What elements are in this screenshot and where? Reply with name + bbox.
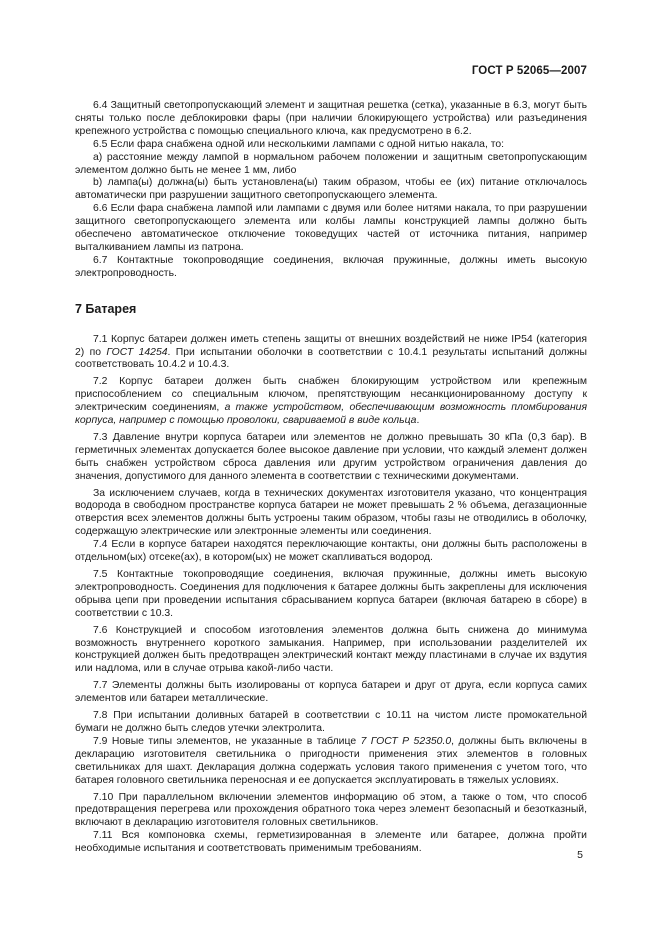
section-7-heading: 7 Батарея [75,301,137,316]
paragraph-7-3: 7.3 Давление внутри корпуса батареи или элементов не должно превышать 30 кПа (0,3 бар). В герметичных элементах допускается более высокое давление при условии, что каждый элемент должен быть снабжен устройством сброса давления или другим устройством ограничения давления до значения, допустимого для данного элемента в соответствии с техническими документами. [75,431,587,482]
paragraph-7-9-text-b: , должны быть включены в декларацию изготовителя светильника о пригодности применения этих элементов в головных светильниках для шахт. Декларация должна содержать условия такого применения с учетом того, что батарея головного светильника переносная и ее допускается эксплуатировать в тяжелых условиях. [75,735,587,786]
paragraph-7-5: 7.5 Контактные токопроводящие соединения, включая пружинные, должны иметь высокую электропроводность. Соединения для подключения к батарее должны быть закреплены для исключения обрыва цепи при проведении испытания сбрасыванием корпуса батареи (включая батарею в сборе) в соответствии с 10.3. [75,569,587,619]
paragraph-7-2-end: . [416,415,420,427]
paragraph-7-1-text-a: 7.1 Корпус батареи должен иметь степень защиты от внешних воздействий не ниже IP54 (категория 2) по [75,333,587,358]
page-number: 5 [577,849,583,861]
paragraph-7-2-italic: а также устройством, обеспечивающим возможность пломбирования корпуса, например с помощью проволоки, свариваемой в виде кольца [75,402,587,427]
document-body [75,100,587,856]
paragraph-7-4: 7.4 Если в корпусе батареи находятся переключающие контакты, они должны быть расположены в отдельном(ых) отсеке(ах), в котором(ых) не может скапливаться водород. [75,539,587,564]
gost-14254-reference: ГОСТ 14254 [106,346,168,358]
paragraph-7-11: 7.11 Вся компоновка схемы, герметизированная в элементе или батарее, должна пройти необходимые испытания и соответствовать применимым требованиям. [75,830,587,855]
document-code-header: ГОСТ Р 52065—2007 [471,65,587,77]
paragraph-7-1 [75,334,587,373]
paragraph-6-5-a: a) расстояние между лампой в нормальном рабочем положении и защитным светопропускающим элементом должно быть не менее 1 мм, либо [75,151,587,176]
paragraph-7-2 [75,376,587,428]
paragraph-6-6: 6.6 Если фара снабжена лампой или лампами с двумя или более нитями накала, то при разрушении защитного светопропускающего элемента или колбы лампы конструкцией лампы должно быть обеспечено автоматическое отключение токоведущих частей от источника питания, например выталкиванием лампы из патрона. [75,203,587,253]
paragraph-7-6: 7.6 Конструкцией и способом изготовления элементов должна быть снижена до минимума возможность внутреннего короткого замыкания. Например, при использовании разделителей их конструкцией должен быть предотвращен электрический контакт между пластинами в случае их вздутия или надлома, или в случае отрыва какой-либо части. [75,624,587,675]
paragraph-7-9-text-a: 7.9 Новые типы элементов, не указанные в таблице [93,735,361,747]
paragraph-7-9 [75,736,587,788]
paragraph-6-5-b: b) лампа(ы) должна(ы) быть установлена(ы) таким образом, чтобы ее (их) питание отключалось автоматически при разрушении защитного светопропускающего элемента. [75,177,587,202]
paragraph-7-7: 7.7 Элементы должны быть изолированы от корпуса батареи и друг от друга, если корпуса самих элементов или батареи металлические. [75,680,587,705]
paragraph-7-8: 7.8 При испытании доливных батарей в соответствии с 10.11 на чистом листе промокательной бумаги не должно быть следов утечки электролита. [75,710,587,734]
paragraph-6-7: 6.7 Контактные токопроводящие соединения, включая пружинные, должны иметь высокую электропроводность. [75,254,587,279]
paragraph-7-1-text-b: . При испытании оболочки в соответствии с 10.4.1 результаты испытаний должны соответствовать 10.4.2 и 10.4.3. [75,346,587,371]
paragraph-7-10: 7.10 При параллельном включении элементов информацию об этом, а также о том, что способ предотвращения перегрева или прохождения обратного тока через элемент безопасный и безотказный, включают в декларацию изготовителя головных светильников. [75,791,587,829]
paragraph-6-5: 6.5 Если фара снабжена одной или несколькими лампами с одной нитью накала, то: [93,138,505,150]
gost-52350-reference: 7 ГОСТ Р 52350.0 [360,735,452,747]
paragraph-6-4: 6.4 Защитный светопропускающий элемент и защитная решетка (сетка), указанные в 6.3, могут быть сняты только после деблокировки фары (при наличии блокирующего устройства) или разъединения крепежного устройства с помощью специального ключа, как предусмотрено в 6.2. [75,100,587,137]
paragraph-7-3-continued: За исключением случаев, когда в технических документах изготовителя указано, что концентрация водорода в свободном пространстве корпуса батареи не может превышать 2 % объема, дегазационные отверстия всех элементов должны быть устроены таким образом, чтобы газы не отводились в оболочку, содержащую электрические или электронные элементы или соединения. [75,487,587,538]
paragraph-7-2-text: 7.2 Корпус батареи должен быть снабжен блокирующим устройством или крепежным приспособлением со специальным ключом, препятствующим несанкционированному доступу к электрическим соединениям, [75,376,587,414]
